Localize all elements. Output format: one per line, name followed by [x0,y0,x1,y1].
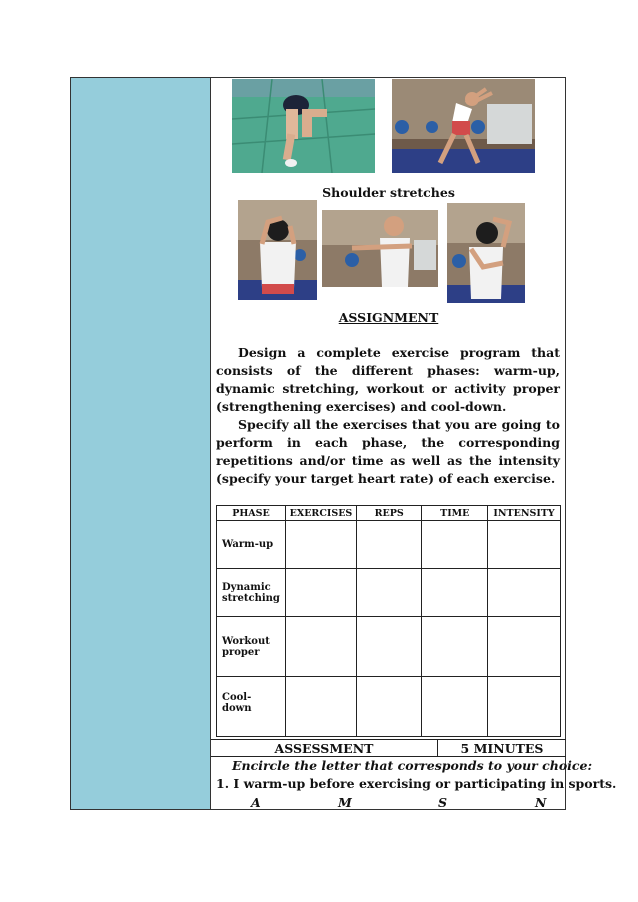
table-row [217,617,561,677]
option-m[interactable]: M [338,795,352,810]
cell-exercises[interactable] [285,617,356,677]
assignment-heading: ASSIGNMENT [338,310,439,325]
exercise-program-table [216,505,561,737]
table-row [217,569,561,617]
cell-reps[interactable] [356,677,422,737]
option-s[interactable]: S [438,795,448,810]
photo-shoulder-stretch-2 [322,210,438,287]
cell-time[interactable] [422,569,488,617]
phase-dynamic-stretching: Dynamic stretching [217,569,286,617]
phase-workout-proper: Workout proper [217,617,286,677]
header-exercises: EXERCISES [285,506,356,521]
shoulder-stretches-caption: Shoulder stretches [322,185,455,200]
option-n[interactable]: N [535,795,547,810]
cell-reps[interactable] [356,617,422,677]
cell-intensity[interactable] [488,677,561,737]
assignment-paragraph-2: Specify all the exercises that you are going to perform in each phase, the corresponding repetitions and/or time as well as the intensity (specify your target heart rate) of each exercise. [216,417,560,486]
table-row [217,677,561,737]
cell-intensity[interactable] [488,521,561,569]
question-1: 1. I warm-up before exercising or participating in sports. [216,776,617,791]
cell-intensity[interactable] [488,617,561,677]
cell-intensity[interactable] [488,569,561,617]
assessment-duration: 5 MINUTES [460,741,544,756]
phase-cool-down: Cool-down [217,677,286,737]
header-time: TIME [422,506,488,521]
cell-exercises[interactable] [285,521,356,569]
cell-time[interactable] [422,617,488,677]
table-header-row [217,506,561,521]
photo-shoulder-stretch-1 [238,200,317,300]
photo-shoulder-stretch-3 [447,203,525,303]
cell-time[interactable] [422,677,488,737]
header-reps: REPS [356,506,422,521]
header-phase: PHASE [217,506,286,521]
left-sidebar-band [71,78,211,809]
assessment-instruction: Encircle the letter that corresponds to your choice: [232,758,593,773]
assessment-header [211,739,566,757]
cell-time[interactable] [422,521,488,569]
cell-exercises[interactable] [285,569,356,617]
phase-warm-up: Warm-up [217,521,286,569]
photo-side-bend-stretch [392,79,535,173]
assignment-paragraph-1: Design a complete exercise program that consists of the different phases: warm-up, dynamic stretching, workout or activity proper (strengthening exercises) and cool-down. [216,345,560,414]
assessment-label: ASSESSMENT [274,741,374,756]
photo-downward-stretch [232,79,375,173]
cell-exercises[interactable] [285,677,356,737]
cell-reps[interactable] [356,521,422,569]
header-intensity: INTENSITY [488,506,561,521]
table-row [217,521,561,569]
option-a[interactable]: A [251,795,261,810]
cell-reps[interactable] [356,569,422,617]
